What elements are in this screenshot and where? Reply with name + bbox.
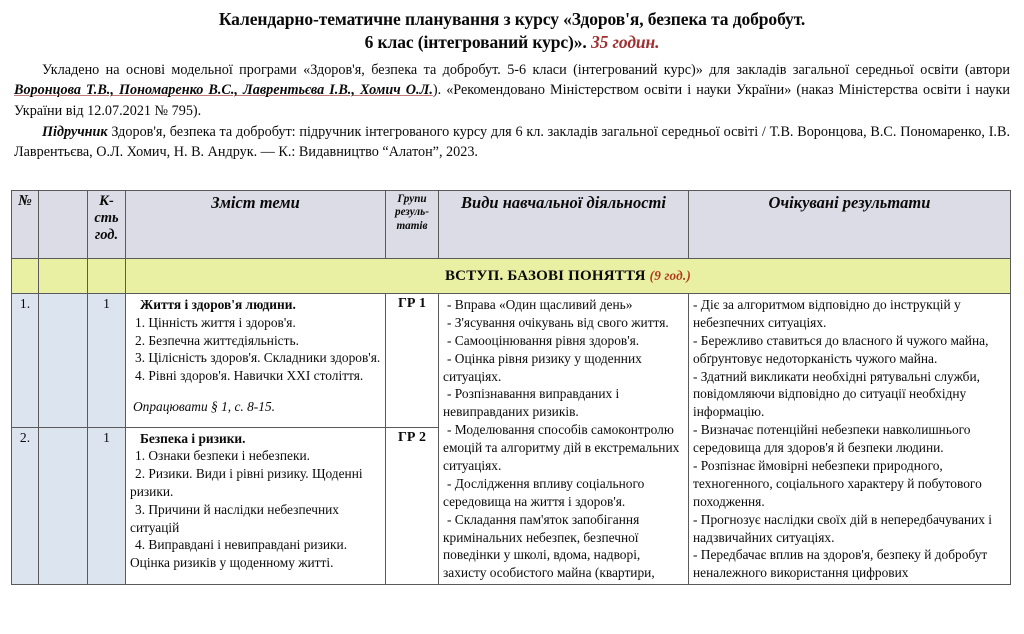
intro-p2-label: Підручник — [42, 123, 108, 140]
ktp-table — [11, 190, 1011, 585]
row-date[interactable] — [39, 294, 88, 428]
group-header-line-1: Групи — [397, 193, 427, 205]
result-line: - Передбачає вплив на здоров'я, безпеку й добробут неналежного використання цифрових — [693, 547, 988, 581]
column-header-expected-results: Очікувані результати — [689, 191, 1011, 259]
column-header-date — [39, 191, 88, 259]
intro-p1-authors: Воронцова Т.В., Пономаренко В.С., Лаврентьєва І.В., Хомич О.Л. — [14, 82, 433, 99]
column-header-topic: Зміст теми — [126, 191, 386, 259]
activity-line: - Складання пам'яток запобігання кримінальних небезпек, безпечної поведінки у школі, вдома, надворі, захисту особистого майна (квартири, — [443, 511, 655, 581]
result-line: - Визначає потенційні небезпеки навколишнього середовища для здоров'я й безпеки людини. — [693, 422, 971, 456]
row-result-group: ГР 1 — [386, 294, 439, 428]
section-title: ВСТУП. БАЗОВІ ПОНЯТТЯ — [444, 267, 646, 284]
result-line: - Розпізнає ймовірні небезпеки природного, техногенного, соціального характеру й побутового походження. — [693, 458, 982, 509]
title-line-2 — [60, 31, 964, 54]
row-date[interactable] — [39, 427, 88, 585]
section-title-cell — [126, 259, 1011, 294]
table-body — [12, 259, 1011, 585]
topic-title: Безпека і ризики. — [140, 430, 246, 446]
row-hours: 1 — [88, 427, 126, 585]
result-line: - Бережливо ставиться до власного й чужого майна, обґрунтовує недоторканість чужого майна. — [693, 332, 989, 366]
group-header-line-3: татів — [396, 219, 428, 232]
activity-line: - Моделювання способів самоконтролю емоцій та алгоритму дій в екстремальних ситуаціях. — [443, 422, 680, 474]
result-line: - Здатний викликати необхідні рятувальні служби, повідомляючи відповідно до ситуації необхідну інформацію. — [693, 368, 980, 420]
topic-line: 2. Безпечна життєдіяльність. — [135, 332, 299, 348]
activity-line: - З'ясування очікувань від свого життя. — [447, 314, 669, 330]
row-number: 2. — [12, 427, 39, 585]
activity-line: - Вправа «Один щасливий день» — [447, 297, 633, 312]
document-title-block — [0, 0, 1024, 54]
result-line: - Прогнозує наслідки своїх дій в непередбачуваних і надзвичайних ситуаціях. — [693, 511, 992, 545]
intro-p1-part2: ). «Рекомендовано Міністерством освіти і науки України» (наказ Міністерства освіти і науки України від 12.07.2021 № 795). — [14, 82, 1010, 119]
activity-line: - Дослідження впливу соціального середовища на життя і здоров'я. — [443, 475, 645, 509]
topic-study-note: Опрацювати § 1, с. 8-15. — [133, 399, 275, 415]
intro-paragraph-2 — [14, 122, 1010, 162]
activity-line: - Розпізнавання виправданих і невиправданих ризиків. — [443, 386, 620, 420]
topic-line: 3. Цілісність здоров'я. Складники здоров'я. — [135, 350, 381, 366]
table-header-row — [12, 191, 1011, 259]
topic-title: Життя і здоров'я людини. — [140, 297, 296, 312]
section-spacer-number — [12, 259, 39, 294]
topic-line: 4. Рівні здоров'я. Навички XXI століття. — [135, 368, 364, 384]
intro-p1-part1: Укладено на основі модельної програми «Здоров'я, безпека та добробут. 5-6 класи (інтегрований курс)» для закладів загальної середньої освіти (автори — [42, 62, 1010, 79]
column-header-result-groups — [386, 191, 439, 259]
intro-section — [0, 54, 1024, 162]
section-spacer-hours — [88, 259, 126, 294]
title-line-2-main: 6 клас (інтегрований курс)». — [364, 32, 587, 53]
topic-line: 3. Причини й наслідки небезпечних ситуацій — [130, 501, 339, 535]
hours-header-line-2: сть — [94, 210, 119, 227]
intro-paragraph-1 — [14, 60, 1010, 120]
row-topic-content — [126, 294, 386, 428]
column-header-hours — [88, 191, 126, 259]
column-header-activities: Види навчальної діяльності — [439, 191, 689, 259]
row-result-group: ГР 2 — [386, 427, 439, 585]
table-header — [12, 191, 1011, 259]
results-cell — [689, 294, 1011, 585]
section-header-row — [12, 259, 1011, 294]
hours-header-line-3: год. — [94, 227, 119, 244]
activities-cell — [439, 294, 689, 585]
result-line: - Діє за алгоритмом відповідно до інструкцій у небезпечних ситуаціях. — [693, 297, 961, 330]
activity-line: - Самооцінювання рівня здоров'я. — [447, 332, 640, 348]
title-hours: 35 годин. — [590, 32, 660, 53]
row-number: 1. — [12, 294, 39, 428]
topic-line: 1. Цінність життя і здоров'я. — [135, 314, 296, 330]
column-header-number: № — [12, 191, 39, 259]
section-spacer-date — [39, 259, 88, 294]
title-line-1: Календарно-тематичне планування з курсу «Здоров'я, безпека та добробут. — [218, 9, 806, 29]
topic-line: 2. Ризики. Види і рівні ризику. Щоденні ризики. — [130, 466, 363, 499]
row-topic-content — [126, 427, 386, 585]
ktp-table-wrapper — [11, 190, 1010, 585]
activity-line: - Оцінка рівня ризику у щоденних ситуаціях. — [443, 350, 642, 384]
row-hours: 1 — [88, 294, 126, 428]
topic-line: 1. Ознаки безпеки і небезпеки. — [135, 448, 310, 464]
table-row[interactable] — [12, 294, 1011, 428]
intro-p2-text: Здоров'я, безпека та добробут: підручник інтегрованого курсу для 6 кл. закладів загальної середньої освіті / Т.В. Воронцова, В.С. Пономаренко, І.В. Лаврентьєва, О.Л. Хомич, Н. В. Андрук. — К.: Видавництво “Алатон”, 2023. — [14, 123, 1010, 160]
topic-line: 4. Виправдані і невиправдані ризики. Оцінка ризиків у щоденному житті. — [130, 537, 348, 571]
hours-header-line-1: К- — [99, 193, 114, 209]
group-header-line-2: резуль- — [395, 206, 429, 219]
section-hours: (9 год.) — [649, 267, 692, 283]
